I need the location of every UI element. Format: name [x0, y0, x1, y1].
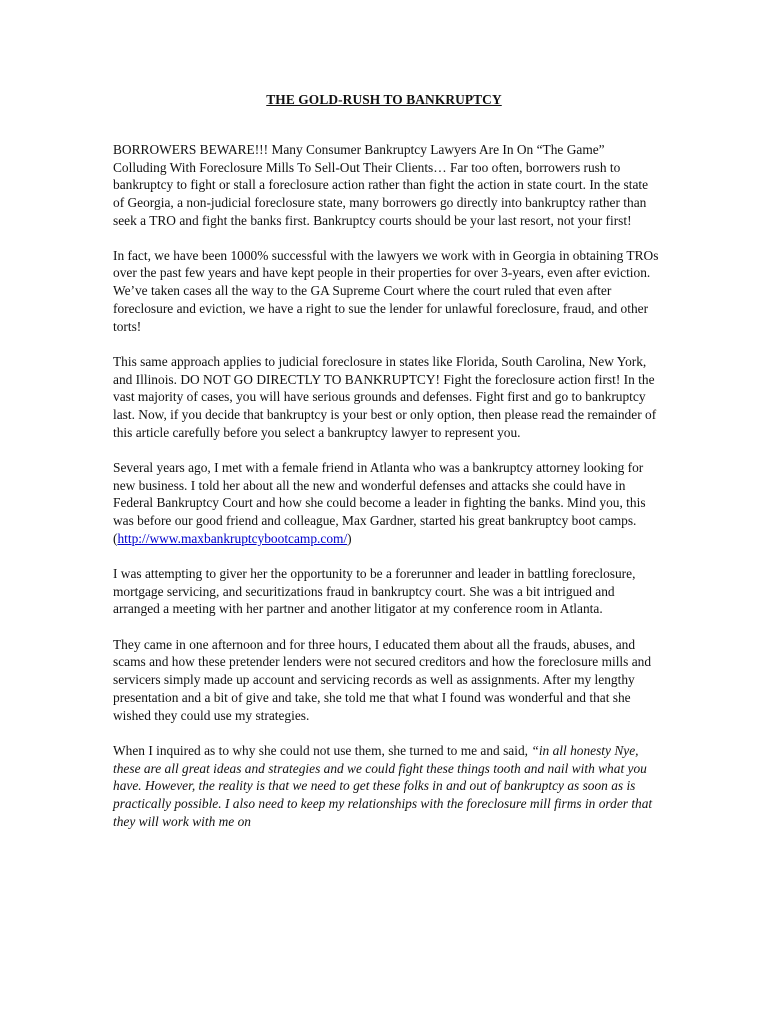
paragraph-7-text: When I inquired as to why she could not use them, she turned to me and said, [113, 742, 532, 758]
paragraph-2: In fact, we have been 1000% successful with the lawyers we work with in Georgia in obtaining TROs over the past few years and have kept people in their properties for over 3-years, even after eviction. We’ve taken cases all the way to the GA Supreme Court where the court ruled that even after foreclosure and eviction, we have a right to sue the lender for unlawful foreclosure, fraud, and other torts! [113, 247, 659, 334]
paragraph-4-text: Several years ago, I met with a female friend in Atlanta who was a bankruptcy attorney looking for new business. I told her about all the new and wonderful defenses and attacks she could have in Federal Bankruptcy Court and how she could become a leader in fighting the banks. Mind you, this was before our good friend and colleague, Max Gardner, started his great bankruptcy boot camps. [113, 459, 646, 529]
document-title: THE GOLD-RUSH TO BANKRUPTCY [266, 92, 502, 107]
bootcamp-link[interactable]: http://www.maxbankruptcybootcamp.com/ [117, 530, 348, 546]
link-close-paren: ) [347, 530, 352, 546]
paragraph-5: I was attempting to giver her the opportunity to be a forerunner and leader in battling foreclosure, mortgage servicing, and securitizations fraud in bankruptcy court. She was a bit intrigued and arranged a meeting with her partner and another litigator at my conference room in Atlanta. [113, 566, 636, 617]
paragraph-3: This same approach applies to judicial foreclosure in states like Florida, South Carolina, New York, and Illinois. DO NOT GO DIRECTLY TO BANKRUPTCY! Fight the foreclosure action first! In the vast majority of cases, you will have serious grounds and defenses. Fight first and go to bankruptcy last. Now, if you decide that bankruptcy is your best or only option, then please read the remainder of this article carefully before you select a bankruptcy lawyer to represent you. [113, 353, 657, 440]
paragraph-7 [113, 742, 661, 831]
link-open-paren: ( [113, 530, 118, 546]
paragraph-1: BORROWERS BEWARE!!! Many Consumer Bankruptcy Lawyers Are In On “The Game” Colluding With Foreclosure Mills To Sell-Out Their Clients… Far too often, borrowers rush to bankruptcy to fight or stall a foreclosure action rather than fight the action in state court. In the state of Georgia, a non-judicial foreclosure state, many borrowers go directly into bankruptcy rather than seek a TRO and fight the banks first. Bankruptcy courts should be your last resort, not your first! [113, 142, 649, 228]
paragraph-6: They came in one afternoon and for three hours, I educated them about all the frauds, abuses, and scams and how these pretender lenders were not secured creditors and how the foreclosure mills and servicers simply made up account and servicing records as well as assignments. After my lengthy presentation and a bit of give and take, she told me that what I found was wonderful and that she wished they could use my strategies. [113, 636, 652, 723]
quoted-statement: “in all honesty Nye, these are all great ideas and strategies and we could fight these things tooth and nail with what you have. However, the reality is that we need to get these folks in and out of bankruptcy as soon as is practically possible. I also need to keep my relationships with the foreclosure mill firms in order that they will work with me on [113, 742, 653, 829]
document-body [113, 141, 661, 848]
paragraph-4 [113, 459, 661, 548]
